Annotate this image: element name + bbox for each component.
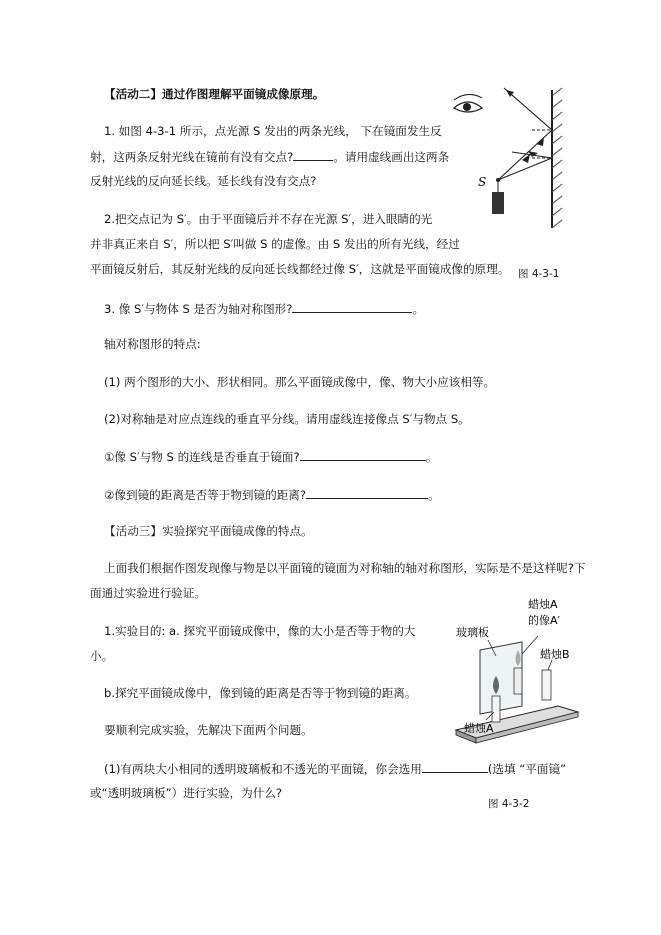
- blank-axisymmetric[interactable]: [292, 300, 412, 313]
- sym-item-2: (2)对称轴是对应点连线的垂直平分线。请用虚线连接像点 S′与物点 S。: [104, 412, 470, 426]
- blank-distance[interactable]: [306, 486, 428, 499]
- label-candle-a: 蜡烛A: [464, 722, 494, 735]
- blank-perpendicular[interactable]: [300, 448, 426, 461]
- aim-line-2: 小。: [90, 649, 114, 663]
- label-s: S: [478, 175, 487, 189]
- p2-line1: 2.把交点记为 S′。由于平面镜后并不存在光源 S′，进入眼睛的光: [104, 212, 433, 226]
- figure-4-3-2: [448, 588, 583, 748]
- label-candle-a-image-2: 的像A′: [528, 614, 561, 627]
- figure-4-3-2-caption: 图 4-3-2: [488, 798, 530, 810]
- p2-line3: 平面镜反射后，其反射光线的反向延长线都经过像 S′，这就是平面镜成像的原理。: [90, 262, 510, 276]
- question-1: (1)有两块大小相同的透明玻璃板和不透光的平面镜，你会选用 (选填 “平面镜”: [104, 762, 567, 776]
- label-candle-b: 蜡烛B: [540, 648, 570, 661]
- blank-intersection[interactable]: [293, 148, 333, 161]
- question-1-cont: 或“透明玻璃板”）进行实验，为什么?: [90, 786, 283, 800]
- p1-line3: 反射光线的反向延长线。延长线有没有交点?: [90, 174, 317, 188]
- figure-4-3-1: [448, 80, 578, 240]
- pre-questions: 要顺利完成实验，先解决下面两个问题。: [104, 723, 313, 737]
- aim-line-1: 1.实验目的: a. 探究平面镜成像中，像的大小是否等于物的大: [104, 624, 416, 638]
- p1-line2a: 射，这两条反射光线在镜前有没有交点?: [90, 150, 294, 164]
- sym-item-1: (1) 两个图形的大小、形状相同。那么平面镜成像中，像、物大小应该相等。: [104, 375, 496, 389]
- p1-line2: [90, 148, 449, 165]
- activity3-intro-1: 上面我们根据作图发现像与物是以平面镜的镜面为对称轴的轴对称图形，实际是不是这样呢?下: [104, 561, 586, 575]
- eye-icon: [454, 94, 482, 112]
- figure-4-3-1-caption: 图 4-3-1: [518, 268, 560, 280]
- activity3-heading: 【活动三】实验探究平面镜成像的特点。: [104, 524, 313, 538]
- p1-line2b: 。请用虚线画出这两条: [333, 150, 450, 164]
- question-distance: ②像到镜的距离是否等于物到镜的距离? 。: [104, 488, 440, 502]
- activity3-intro-2: 面通过实验进行验证。: [90, 586, 206, 600]
- p1-line1: 1. 如图 4-3-1 所示，点光源 S 发出的两条光线， 下在镜面发生反: [104, 124, 442, 138]
- aim-b: b.探究平面镜成像中，像到镜的距离是否等于物到镜的距离。: [104, 686, 417, 700]
- sym-title: 轴对称图形的特点:: [104, 337, 201, 351]
- question-perpendicular: ①像 S′与物 S 的连线是否垂直于镜面? 。: [104, 450, 438, 464]
- p3: 3. 像 S′与物体 S 是否为轴对称图形? 。: [104, 302, 425, 316]
- p2-line2: 并非真正来自 S′，所以把 S′叫做 S 的虚像。由 S 发出的所有光线，经过: [90, 237, 460, 251]
- label-candle-a-image-1: 蜡烛A: [528, 598, 558, 611]
- blank-choice[interactable]: [422, 760, 488, 773]
- activity2-heading: 【活动二】通过作图理解平面镜成像原理。: [104, 87, 325, 101]
- label-glass: 玻璃板: [456, 626, 489, 639]
